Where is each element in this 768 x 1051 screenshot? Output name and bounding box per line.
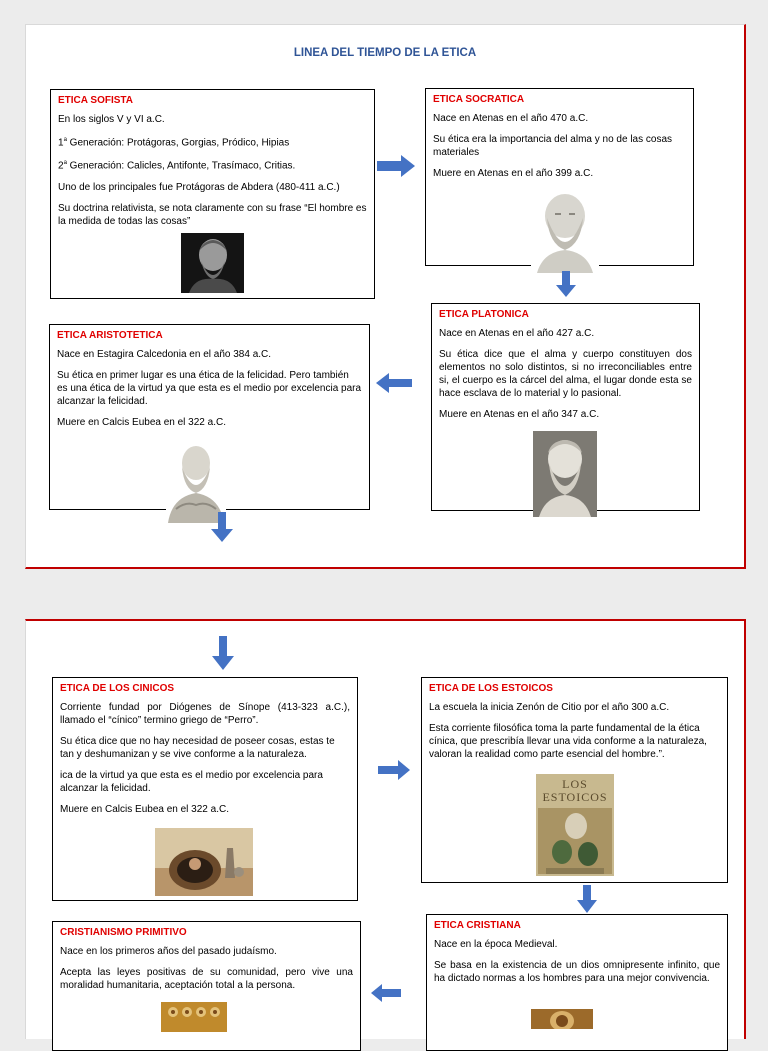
sofista-box (50, 89, 375, 299)
estoicos-ethics: Esta corriente filosófica toma la parte fundamental de la ética cínica, que prescribía llevar una vida conforme a la naturaleza, valoran la realidad como parte esencial del hombre.”. (429, 723, 707, 760)
cristianismo-heading: CRISTIANISMO PRIMITIVO (60, 927, 187, 938)
arrow-right-icon (378, 760, 410, 785)
protagoras-portrait (181, 233, 244, 293)
estoicos-box (421, 677, 728, 883)
estoicos-heading: ETICA DE LOS ESTOICOS (429, 683, 553, 694)
arrow-down-icon (556, 271, 576, 302)
arrow-down-icon (212, 636, 234, 675)
socratica-birth: Nace en Atenas en el año 470 a.C. (433, 113, 589, 124)
aristotle-bust (166, 439, 226, 523)
aristotetica-death: Muere en Calcis Eubea en el 322 a.C. (57, 417, 226, 428)
sofista-main-figure: Uno de los principales fue Protágoras de Abdera (480-411 a.C.) (58, 181, 340, 193)
document-page-1 (25, 24, 746, 569)
sofista-period: En los siglos V y VI a.C. (58, 114, 165, 125)
aristotetica-heading: ETICA ARISTOTETICA (57, 330, 163, 341)
socratica-death: Muere en Atenas en el año 399 a.C. (433, 168, 594, 179)
medieval-christian-artwork (531, 1009, 593, 1029)
socratica-heading: ETICA SOCRATICA (433, 94, 525, 105)
cinicos-box (52, 677, 358, 901)
estoicos-founder: La escuela la inicia Zenón de Citio por el año 300 a.C. (429, 702, 670, 713)
platonica-death: Muere en Atenas en el año 347 a.C. (439, 409, 600, 420)
cristiana-origin: Nace en la época Medieval. (434, 939, 558, 950)
cristianismo-origin: Nace en los primeros años del pasado judaísmo. (60, 946, 277, 957)
platonica-heading: ETICA PLATONICA (439, 309, 529, 320)
early-christian-artwork (161, 1002, 227, 1032)
cristiana-description: Se basa en la existencia de un dios omnipresente infinito, que ha dictado normas a los hombres para una mejor convivencia. (434, 960, 720, 984)
cristianismo-description: Acepta las leyes positivas de su comunidad, pero vive una moralidad humanitaria, aceptación total a la persona. (60, 967, 353, 991)
sofista-first-generation: 1$^a$ Generación: Protágoras, Gorgias, Pródico, Hipias (58, 137, 290, 149)
cristiana-heading: ETICA CRISTIANA (434, 920, 521, 931)
arrow-down-icon (211, 512, 233, 547)
plato-bust (533, 431, 597, 517)
arrow-left-icon (371, 984, 401, 1007)
cinicos-heading: ETICA DE LOS CINICOS (60, 683, 175, 694)
aristotetica-ethics: Su ética en primer lugar es una ética de la felicidad. Pero también es una ética de la virtud ya que esta es el medio por excelencia para alcanzar la felicidad. (57, 370, 362, 407)
page-title: LINEA DEL TIEMPO DE LA ETICA (293, 47, 477, 59)
platonica-box (431, 303, 700, 511)
arrow-left-icon (376, 373, 412, 398)
sofista-doctrine: Su doctrina relativista, se nota claramente con su frase “El hombre es la medida de todas las cosas” (58, 202, 367, 227)
diogenes-painting (155, 828, 253, 896)
socrates-bust (531, 188, 599, 273)
document-page-2 (25, 619, 746, 1039)
platonica-birth: Nace en Atenas en el año 427 a.C. (439, 328, 595, 339)
cinicos-ethics: Su ética dice que no hay necesidad de poseer cosas, estas te tan y deshumanizan y se vive conforme a la naturaleza. (60, 736, 335, 760)
aristotetica-birth: Nace en Estagira Calcedonia en el año 384 a.C. (57, 349, 272, 360)
socratica-ethics: Su ética era la importancia del alma y no de las cosas materiales (433, 134, 673, 158)
cinicos-founder: Corriente fundad por Diógenes de Sínope (413-323 a.C.), llamado el “cínico” termino griego de “Perro”. (60, 702, 350, 726)
book-title: LOS ESTOICOS (542, 777, 608, 804)
estoicos-book-cover (536, 774, 614, 876)
arrow-right-icon (377, 155, 415, 182)
cinicos-death: Muere en Calcis Eubea en el 322 a.C. (60, 804, 229, 815)
sofista-heading: ETICA SOFISTA (58, 95, 133, 106)
cristianismo-box (52, 921, 361, 1051)
cristiana-box (426, 914, 728, 1051)
cinicos-virtue: ica de la virtud ya que esta es el medio por excelencia para alcanzar la felicidad. (60, 770, 323, 794)
sofista-second-generation: 2$^a$ Generación: Calicles, Antifonte, Trasímaco, Critias. (58, 160, 296, 172)
platonica-ethics: Su ética dice que el alma y cuerpo constituyen dos elementos no solo distintos, si no irreconciliables entre si, el cuerpo es la cárcel del alma, el lugar donde esta se hace esclava de lo material y lo pasional. (439, 349, 692, 399)
